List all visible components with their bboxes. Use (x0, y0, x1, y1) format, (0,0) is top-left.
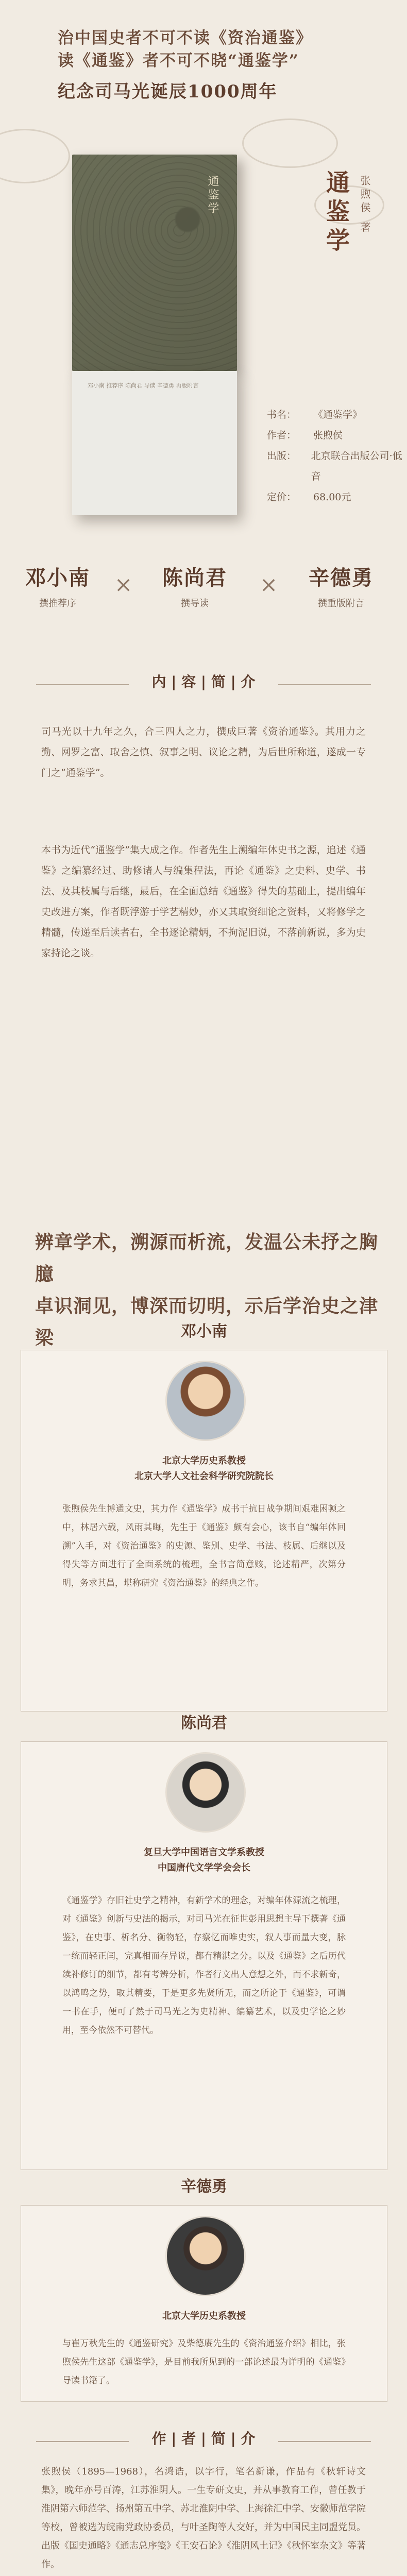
header-line-3: 纪念司马光诞辰1000周年 (58, 81, 278, 102)
divider (278, 684, 371, 685)
editor-role: 撰导读 (181, 598, 209, 609)
info-value: 北京联合出版公司·低音 (311, 450, 402, 482)
editor-card (143, 562, 246, 609)
reviewer-portrait (165, 1361, 246, 1441)
reviewer-affiliation (21, 1453, 387, 1484)
header (0, 0, 407, 515)
editor-card (290, 562, 393, 609)
author-paragraph: 张煦侯（1895—1968），名鸿诰，以字行，笔名新谦，作品有《秋轩诗文集》，晚年亦号百涛，江苏淮阴人。一生专研文史，并从事教育工作，曾任教于淮阴第六师范学、扬州第五中学、苏北淮阴中学、上海徐汇中学、安徽师范学院等校，曾被选为皖南党政协委员，与叶圣陶等人交好，并为中国民主同盟党员。出版《国史通略》《通志总序笺》《王安石论》《淮阴风土记》《秋怀室杂文》等著作。 (41, 2466, 366, 2570)
book-info-row (267, 487, 407, 507)
editor-name: 辛德勇 (309, 566, 374, 590)
editor-role: 撰推荐序 (39, 598, 76, 609)
header-line-1: 治中国史者不可不读《资治通鉴》 (58, 29, 313, 47)
slogan-line-1: 辨章学术，溯源而析流，发温公未抒之胸臆 (35, 1231, 379, 1285)
reviewer-name: 邓小南 (181, 1323, 227, 1341)
editors-row (0, 562, 407, 639)
intro-paragraph-1: 司马光以十九年之久，合三四人之力，撰成巨著《资治通鉴》。其用力之勤、网罗之富、取舍之慎、叙事之明、议论之精，为后世所称道，遂成一专门之“通鉴学”。 (41, 726, 366, 778)
editor-name: 陈尚君 (162, 566, 227, 590)
reviewer-portrait (165, 1752, 246, 1833)
book-cover-image (67, 155, 252, 515)
info-label: 定价： (267, 492, 297, 503)
book-cover-bottom (72, 371, 237, 515)
reviewer-name: 辛德勇 (181, 2178, 227, 2196)
info-label: 作者： (267, 430, 297, 441)
divider (36, 2441, 129, 2442)
info-label: 书名： (267, 409, 297, 420)
info-label: 出版： (267, 450, 297, 462)
header-line-2: 读《通鉴》者不可不晓“通鉴学” (58, 52, 299, 70)
slogan-line-2: 卓识洞见，博深而切明，示后学治史之津梁 (35, 1295, 379, 1349)
info-value: 张煦侯 (313, 430, 343, 441)
intro-paragraph-2: 本书为近代“通鉴学”集大成之作。作者先生上溯编年体史书之源，追述《通鉴》之编纂经过、助修诸人与编集程法，再论《通鉴》之史料、史学、书法、及其枝属与后继，最后，在全面总结《通鉴》得失的基础上，提出编年史改进方案，作者既浮游于学艺精妙，亦又其取资细论之资料，又将修学之精髓，传递至后读者右，全书逐论精炳，不拘泥旧说，不落前新说，多为史家持论之谈。 (41, 844, 366, 959)
divider (36, 684, 129, 685)
book-info-row (267, 404, 407, 425)
book-cover-top (72, 155, 237, 371)
intro-heading (0, 665, 407, 706)
book-info-row (267, 446, 407, 487)
review-text: 张煦侯先生博通文史，其力作《通鉴学》成书于抗日战争期间艰难困顿之中，林居六载，风雨其晦，先生于《通鉴》颇有会心，该书自“编年体回溯”入手，对《资治通鉴》的史源、鉴别、史学、书法、枝属、后继以及得失等方面进行了全面系统的梳理，全书言简意赅，论述精严，次第分明，务求其昌，堪称研究《资治通鉴》的经典之作。 (62, 1504, 346, 1588)
reviewer-affiliation-1: 北京大学历史系教授 (162, 1455, 246, 1466)
book-cover-title: 通鉴学 (206, 175, 219, 215)
reviewer-affiliation-2: 中国唐代文学学会会长 (158, 1862, 250, 1873)
book-author: 张煦侯 著 (359, 175, 371, 235)
intro-heading-text: 内 | 容 | 简 | 介 (151, 673, 256, 690)
book-title-block (309, 170, 386, 355)
review-text: 《通鉴学》存旧社史学之精神，有新学术的理念，对编年体源流之梳理，对《通鉴》创新与史法的揭示，对司马光在征世彭用思想主导下撰著《通鉴》，在史事、析名分、衡物轻，存察忆而唯史实，叙人事而量大变，脉一统而轻正闰，完真相而存异说，都有精湛之分。以及《通鉴》之后历代续补修订的细节，都有考辨分析，作者行文出人意想之外，而不求新奇，以鸿鸣之势，取其精要，于是更多先贤所无，而之所论于《通鉴》，可谓一书在手，便可了然于司马光之为史精神、编纂艺术，以及史学论之妙用，至今依然不可替代。 (62, 1895, 346, 2036)
reviewer-affiliation (21, 1845, 387, 1876)
book-info (267, 404, 407, 507)
review-card (21, 1323, 387, 1711)
review-text: 与崔万秋先生的《通鉴研究》及柴德赓先生的《资治通鉴介绍》相比，张煦侯先生这部《通鉴学》，是目前我所见到的一部论述最为详明的《通鉴》导读书籍了。 (62, 2338, 346, 2386)
reviewer-affiliation-1: 复旦大学中国语言文学系教授 (144, 1847, 264, 1858)
info-value: 《通鉴学》 (313, 409, 363, 420)
book-cover-blurb: 邓小南 推荐序 陈尚君 导读 辛德勇 再版附言 (88, 382, 199, 389)
author-heading-text: 作 | 者 | 简 | 介 (151, 2430, 256, 2447)
author-heading (0, 2421, 407, 2463)
review-card (21, 1714, 387, 2170)
reviewer-name: 陈尚君 (181, 1714, 227, 1732)
reviewer-portrait (165, 2216, 246, 2296)
editor-role: 撰重版附言 (318, 598, 364, 609)
divider (278, 2441, 371, 2442)
editor-card (6, 562, 109, 609)
reviewer-affiliation-1: 北京大学历史系教授 (162, 2311, 246, 2321)
info-value: 68.00元 (313, 492, 351, 503)
editor-name: 邓小南 (25, 566, 90, 590)
times-icon: × (114, 572, 133, 597)
book-info-row (267, 425, 407, 446)
times-icon: × (260, 572, 278, 597)
reviewer-affiliation-2: 北京大学人文社会科学研究院院长 (134, 1471, 274, 1482)
book-title: 通鉴学 (323, 170, 350, 257)
reviewer-affiliation (21, 2309, 387, 2324)
review-card (21, 2178, 387, 2402)
